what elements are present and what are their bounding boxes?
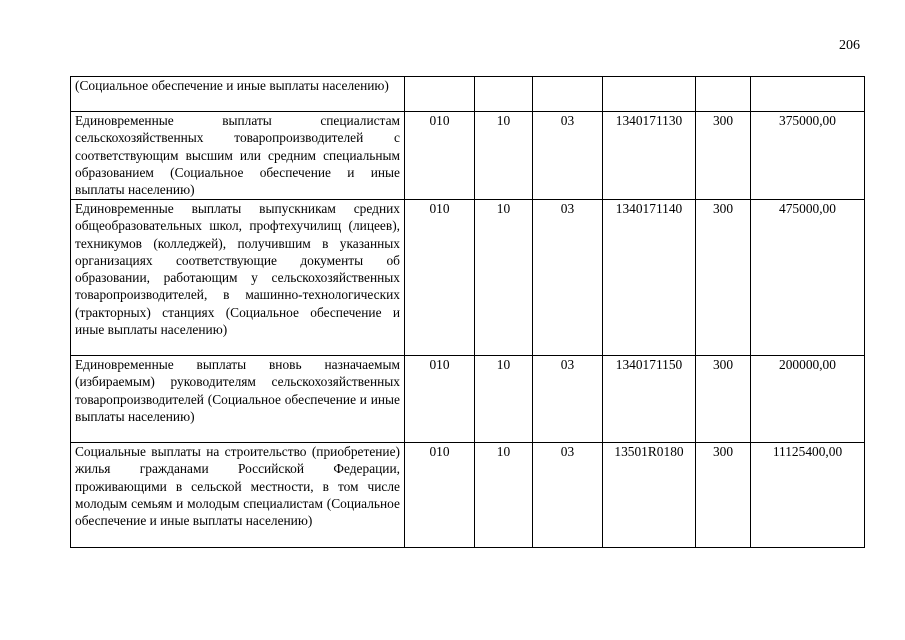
target-item-code: 1340171140 [603, 200, 696, 356]
expense-type-code: 300 [696, 356, 751, 443]
expense-type-code: 300 [696, 443, 751, 548]
subsection-code: 03 [533, 200, 603, 356]
row-description: Социальные выплаты на строительство (приобретение) жилья гражданами Российской Федерации, проживающими в сельской местности, в том числе молодым семьям и молодым специалистам (Социальное обеспечение и иные выплаты населению) [71, 443, 405, 548]
section-code [475, 77, 533, 112]
expense-type-code: 300 [696, 112, 751, 200]
table-row [71, 356, 865, 443]
ministry-code: 010 [405, 200, 475, 356]
row-description: Единовременные выплаты специалистам сельскохозяйственных товаропроизводителей с соответствующим высшим или средним специальным образованием (Социальное обеспечение и иные выплаты населению) [71, 112, 405, 200]
amount: 375000,00 [751, 112, 865, 200]
ministry-code [405, 77, 475, 112]
page-number: 206 [839, 38, 860, 53]
row-description: Единовременные выплаты выпускникам средних общеобразовательных школ, профтехучилищ (лицеев), техникумов (колледжей), получившим в указанных организациях соответствующие документы об образовании, работающим у сельскохозяйственных товаропроизводителей, в машинно-технологических (тракторных) станциях (Социальное обеспечение и иные выплаты населению) [71, 200, 405, 356]
table-row [71, 77, 865, 112]
amount: 200000,00 [751, 356, 865, 443]
subsection-code: 03 [533, 356, 603, 443]
table-row [71, 112, 865, 200]
subsection-code: 03 [533, 112, 603, 200]
section-code: 10 [475, 356, 533, 443]
budget-table [70, 76, 865, 548]
table-row [71, 200, 865, 356]
target-item-code: 1340171130 [603, 112, 696, 200]
expense-type-code [696, 77, 751, 112]
amount: 475000,00 [751, 200, 865, 356]
expense-type-code: 300 [696, 200, 751, 356]
table-row [71, 443, 865, 548]
section-code: 10 [475, 200, 533, 356]
row-description: (Социальное обеспечение и иные выплаты населению) [71, 77, 405, 112]
subsection-code [533, 77, 603, 112]
row-description: Единовременные выплаты вновь назначаемым (избираемым) руководителям сельскохозяйственных товаропроизводителей (Социальное обеспечение и иные выплаты населению) [71, 356, 405, 443]
ministry-code: 010 [405, 443, 475, 548]
ministry-code: 010 [405, 112, 475, 200]
section-code: 10 [475, 112, 533, 200]
amount [751, 77, 865, 112]
amount: 11125400,00 [751, 443, 865, 548]
ministry-code: 010 [405, 356, 475, 443]
subsection-code: 03 [533, 443, 603, 548]
target-item-code: 13501R0180 [603, 443, 696, 548]
target-item-code: 1340171150 [603, 356, 696, 443]
section-code: 10 [475, 443, 533, 548]
target-item-code [603, 77, 696, 112]
